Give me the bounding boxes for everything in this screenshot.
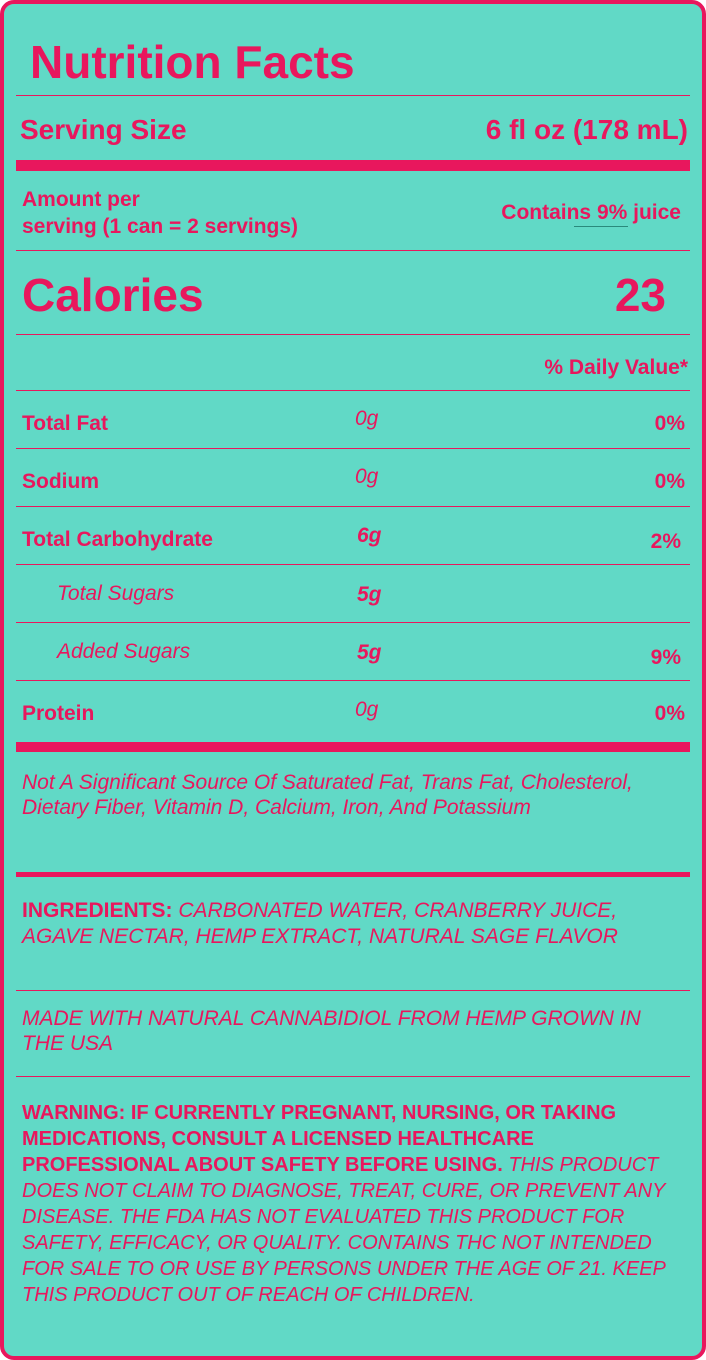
nutrient-daily-value: 2% [650,530,681,553]
nutrient-daily-value: 0% [654,412,685,435]
nutrient-amount: 5g [357,583,382,606]
calories-divider [16,334,690,335]
made-with-note: MADE WITH NATURAL CANNABIDIOL FROM HEMP GROWN IN THE USA [22,1007,641,1055]
nutrient-name: Protein [22,702,95,725]
nutrient-amount: 0g [355,698,379,721]
calories-label: Calories [22,269,204,321]
thick-divider-notes [16,872,690,877]
nutrient-daily-value: 9% [650,646,681,669]
calories-value: 23 [614,269,666,321]
warning-bold-text: WARNING: IF CURRENTLY PREGNANT, NURSING, OR TAKING MEDICATIONS, CONSULT A LICENSED HEALTHCARE PROFESSIONAL ABOUT SAFETY BEFORE USING. [22,1102,617,1176]
warning-block [22,1100,686,1308]
nutrient-name: Sodium [22,470,99,493]
juice-content: Contains 9% juice [501,201,681,224]
row-divider [16,564,690,565]
label-title: Nutrition Facts [30,36,355,88]
row-divider [16,448,690,449]
amount-per-line2: serving (1 can = 2 servings) [22,215,299,238]
thick-divider-nutrients [16,742,690,752]
row-divider [16,680,690,681]
thick-divider-serving [16,160,690,171]
nutrient-amount: 5g [357,641,382,664]
juice-underline [574,226,628,227]
nutrient-amount: 6g [357,524,382,547]
nutrient-name: Total Fat [22,412,108,435]
amount-per-line1: Amount per [22,188,140,211]
serving-size-label: Serving Size [20,114,187,145]
nutrient-name: Total Sugars [57,582,175,605]
ingredients-block [22,898,682,949]
row-divider [16,506,690,507]
made-with-divider [16,1076,690,1077]
ingredients-label: INGREDIENTS: [22,899,173,922]
nutrient-daily-value: 0% [654,470,685,493]
not-significant-note: Not A Significant Source Of Saturated Fat, Trans Fat, Cholesterol, Dietary Fiber, Vitamin D, Calcium, Iron, And Potassium [22,771,633,819]
nutrient-daily-value: 0% [654,702,685,725]
row-divider [16,622,690,623]
serving-size-value: 6 fl oz (178 mL) [485,114,688,145]
nutrient-name: Total Carbohydrate [22,528,213,551]
dv-header-divider [16,390,690,391]
amount-divider [16,250,690,251]
title-divider [16,95,690,96]
nutrient-amount: 0g [355,465,379,488]
daily-value-header: % Daily Value* [544,356,688,379]
warning-italic-text: THIS PRODUCT DOES NOT CLAIM TO DIAGNOSE, TREAT, CURE, OR PREVENT ANY DISEASE. THE FDA HAS NOT EVALUATED THIS PRODUCT FOR SAFETY, EFFICACY, OR QUALITY. CONTAINS THC NOT INTENDED FOR SALE TO OR USE BY PERSONS UNDER THE AGE OF 21. KEEP THIS PRODUCT OUT OF REACH OF CHILDREN. [22,1154,666,1306]
nutrient-amount: 0g [355,407,379,430]
ingredients-divider [16,990,690,991]
ingredients-text: CARBONATED WATER, CRANBERRY JUICE, AGAVE NECTAR, HEMP EXTRACT, NATURAL SAGE FLAVOR [22,899,618,948]
nutrient-name: Added Sugars [57,640,191,663]
